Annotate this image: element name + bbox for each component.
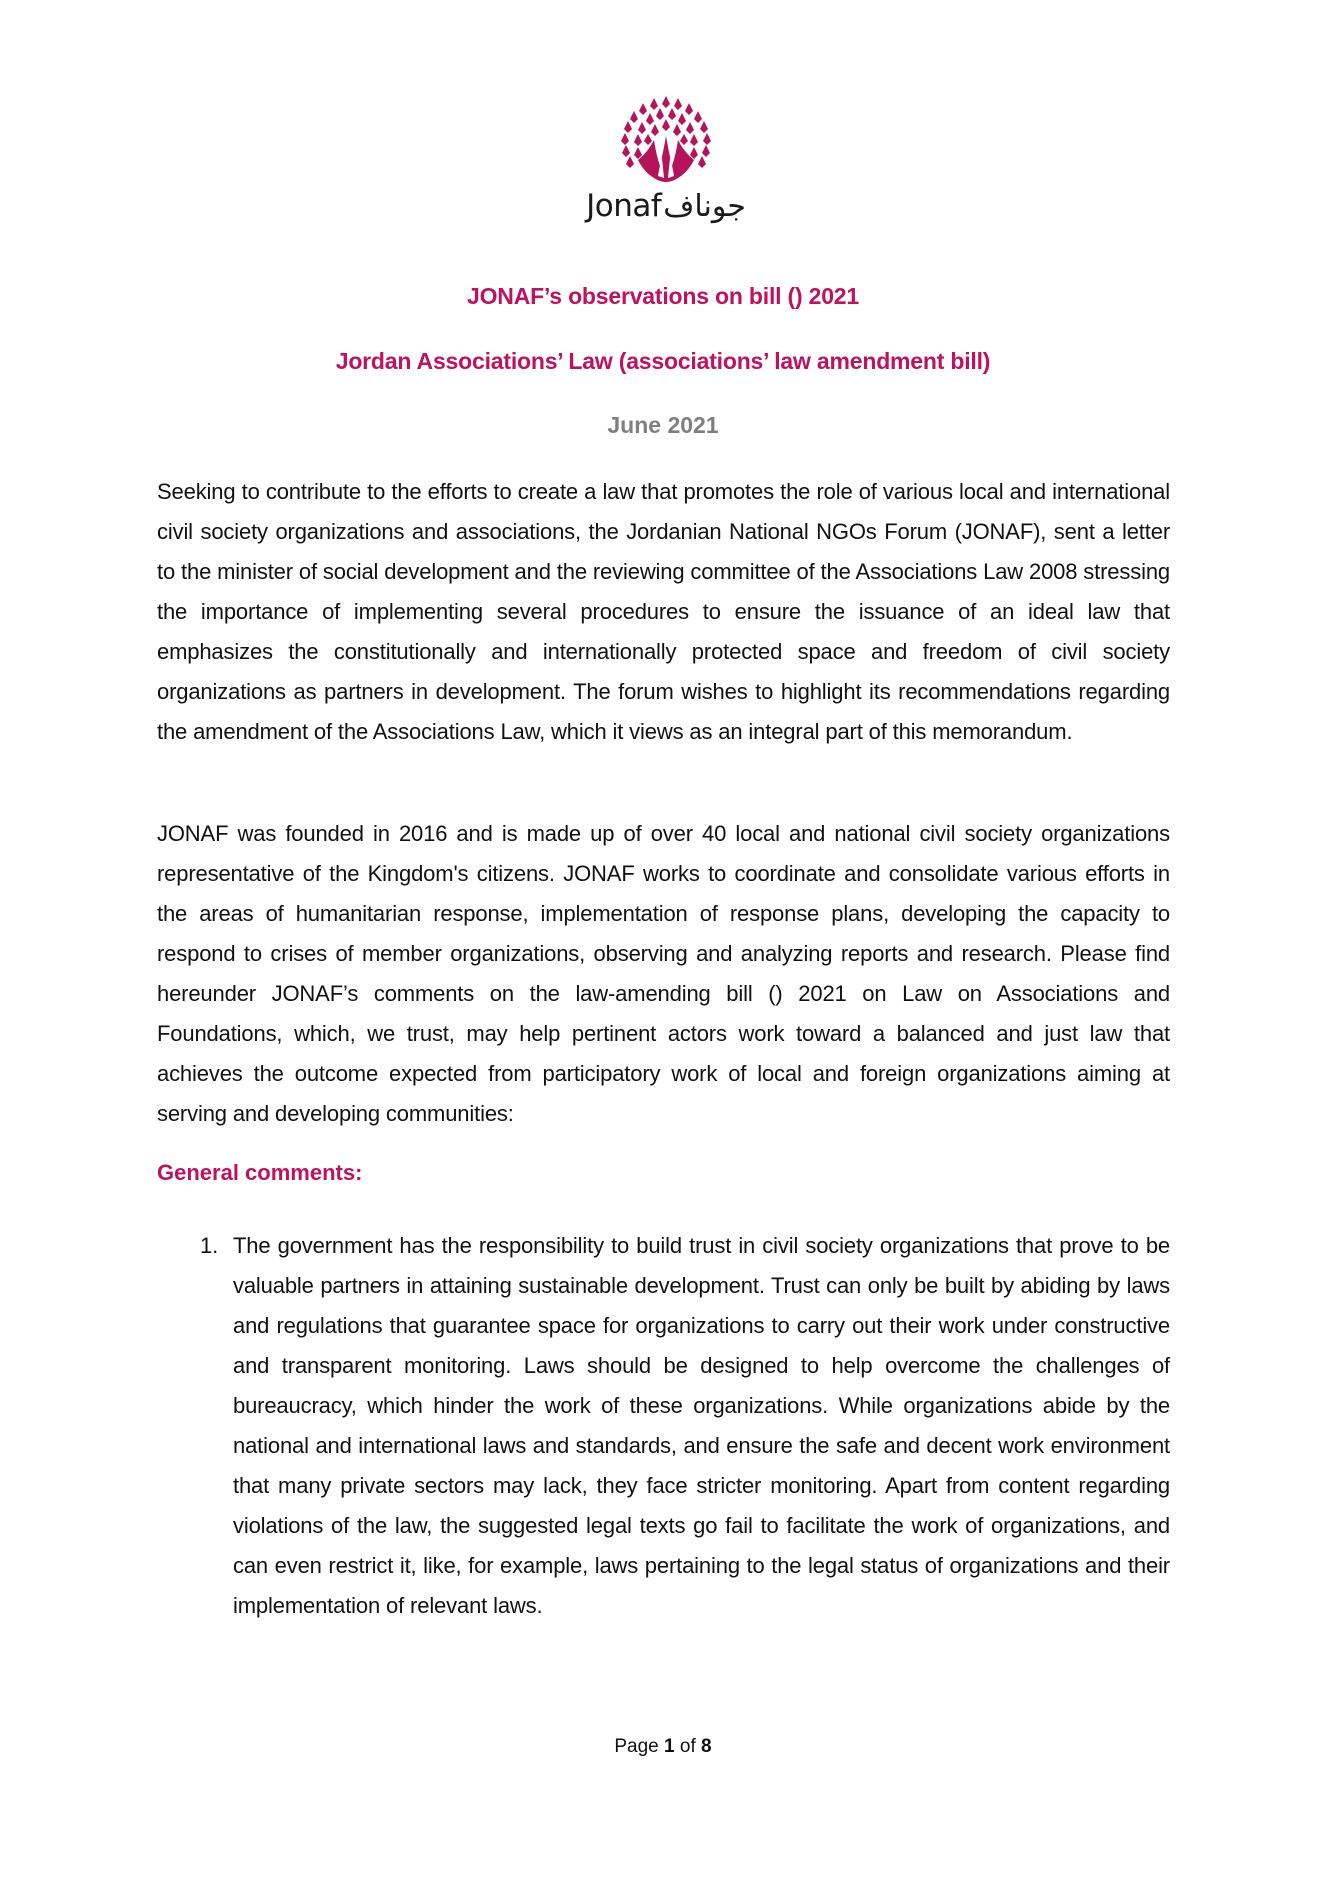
list-item-number: 1. [200,1233,219,1258]
logo-wordmark [566,182,766,222]
current-page-number: 1 [664,1736,675,1757]
section-heading-general-comments: General comments: [157,1160,363,1185]
document-date: June 2021 [607,412,719,438]
list-item-text: The government has the responsibility to build trust in civil society organizations that prove to be valuable partners in attaining sustainable development. Trust can only be built by abiding by laws and regulations that guarantee space for organizations to carry out their work under constructive and transparent monitoring. Laws should be designed to help overcome the challenges of bureaucracy, which hinder the work of these organizations. While organizations abide by the national and international laws and standards, and ensure the safe and decent work environment that many private sectors may lack, they face stricter monitoring. Apart from content regarding violations of the law, the suggested legal texts go fail to facilitate the work of organizations, and can even restrict it, like, for example, laws pertaining to the legal status of organizations and their implementation of relevant laws. [233,1233,1170,1618]
flower-emblem-icon [566,92,766,187]
page-footer [0,1736,1326,1758]
intro-paragraph: Seeking to contribute to the efforts to create a law that promotes the role of various local and international civil society organizations and associations, the Jordanian National NGOs Forum (JONAF), sent a letter to the minister of social development and the reviewing committee of the Associations Law 2008 stressing the importance of implementing several procedures to ensure the issuance of an ideal law that emphasizes the constitutionally and internationally protected space and freedom of civil society organizations as partners in development. The forum wishes to highlight its recommendations regarding the amendment of the Associations Law, which it views as an integral part of this memorandum. [157,479,1170,744]
general-comments-list [157,1226,1170,1626]
list-item [157,1226,1170,1626]
of-label: of [679,1736,696,1757]
document-title: JONAF’s observations on bill () 2021 [467,283,859,309]
total-pages-number: 8 [701,1736,712,1757]
logo-arabic-text: جوناف [663,189,746,224]
document-subtitle: Jordan Associations’ Law (associations’ law amendment bill) [335,348,991,374]
jonaf-logo [566,92,766,222]
about-paragraph: JONAF was founded in 2016 and is made up of over 40 local and national civil society organizations representative of the Kingdom's citizens. JONAF works to coordinate and consolidate various efforts in the areas of humanitarian response, implementation of response plans, developing the capacity to respond to crises of member organizations, observing and analyzing reports and research. Please find hereunder JONAF’s comments on the law-amending bill () 2021 on Law on Associations and Foundations, which, we trust, may help pertinent actors work toward a balanced and just law that achieves the outcome expected from participatory work of local and foreign organizations aiming at serving and developing communities: [157,821,1170,1126]
logo-latin-text: Jonaf [586,188,662,224]
page-label: Page [614,1736,659,1757]
